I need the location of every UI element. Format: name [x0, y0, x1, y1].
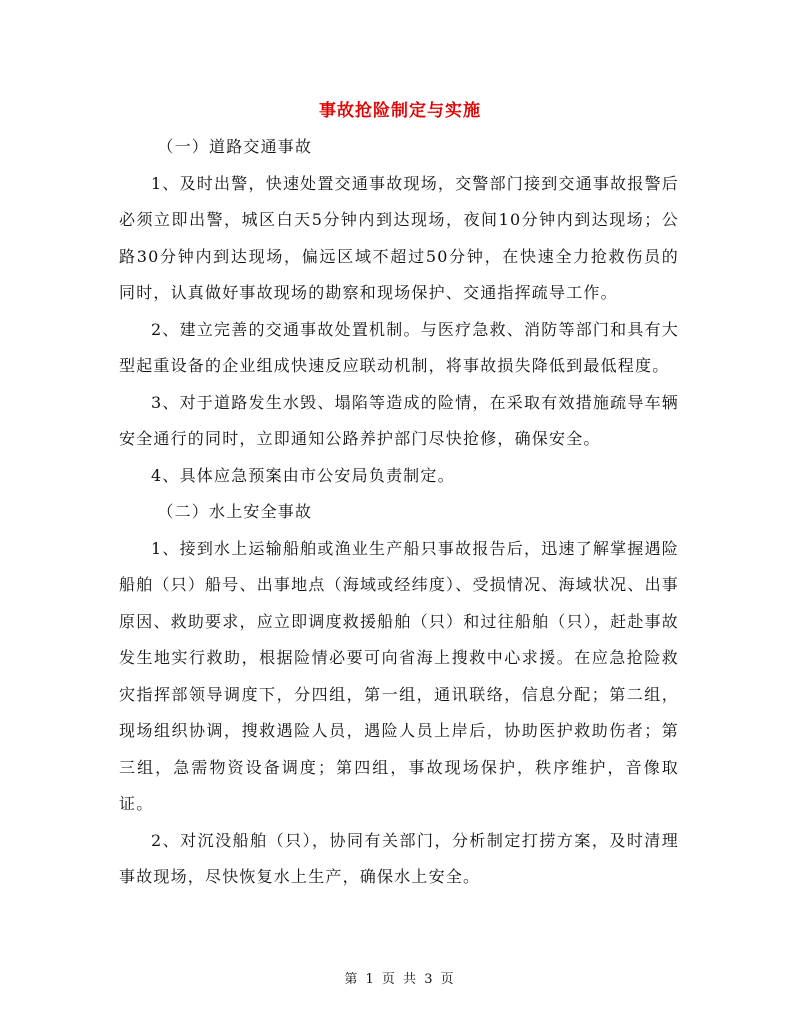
section-heading-water: （二）水上安全事故: [157, 502, 313, 521]
page-footer: 第 1 页 共 3 页: [344, 972, 456, 987]
paragraph: 4、具体应急预案由市公安局负责制定。: [151, 465, 455, 485]
document-body: [119, 129, 679, 896]
paragraph: 1、接到水上运输船舶或渔业生产船只事故报告后，迅速了解掌握遇险船舶（只）船号、出事地点（海域或经纬度）、受损情况、海域状况、出事原因、救助要求，应立即调度救援船舶（只）和过往船舶（只），赶赴事故发生地实行救助，根据险情必要可向省海上搜救中心求援。在应急抢险救灾指挥部领导调度下，分四组，第一组，通讯联络，信息分配；第二组，现场组织协调，搜救遇险人员，遇险人员上岸后，协助医护救助伤者；第三组，急需物资设备调度；第四组，事故现场保护，秩序维护，音像取证。: [119, 538, 679, 813]
paragraph: 1、及时出警，快速处置交通事故现场，交警部门接到交通事故报警后必须立即出警，城区白天5分钟内到达现场，夜间10分钟内到达现场；公路30分钟内到达现场，偏远区域不超过50分钟，在快速全力抢救伤员的同时，认真做好事故现场的勘察和现场保护、交通指挥疏导工作。: [119, 173, 679, 302]
section-heading-road: （一）道路交通事故: [157, 137, 313, 156]
paragraph: 2、对沉没船舶（只），协同有关部门，分析制定打捞方案，及时清理事故现场，尽快恢复水上生产，确保水上安全。: [119, 830, 679, 886]
paragraph: 2、建立完善的交通事故处置机制。与医疗急救、消防等部门和具有大型起重设备的企业组成快速反应联动机制，将事故损失降低到最低程度。: [119, 319, 679, 375]
document-title: 事故抢险制定与实施: [319, 101, 481, 121]
paragraph: 3、对于道路发生水毁、塌陷等造成的险情，在采取有效措施疏导车辆安全通行的同时，立即通知公路养护部门尽快抢修，确保安全。: [119, 392, 679, 448]
